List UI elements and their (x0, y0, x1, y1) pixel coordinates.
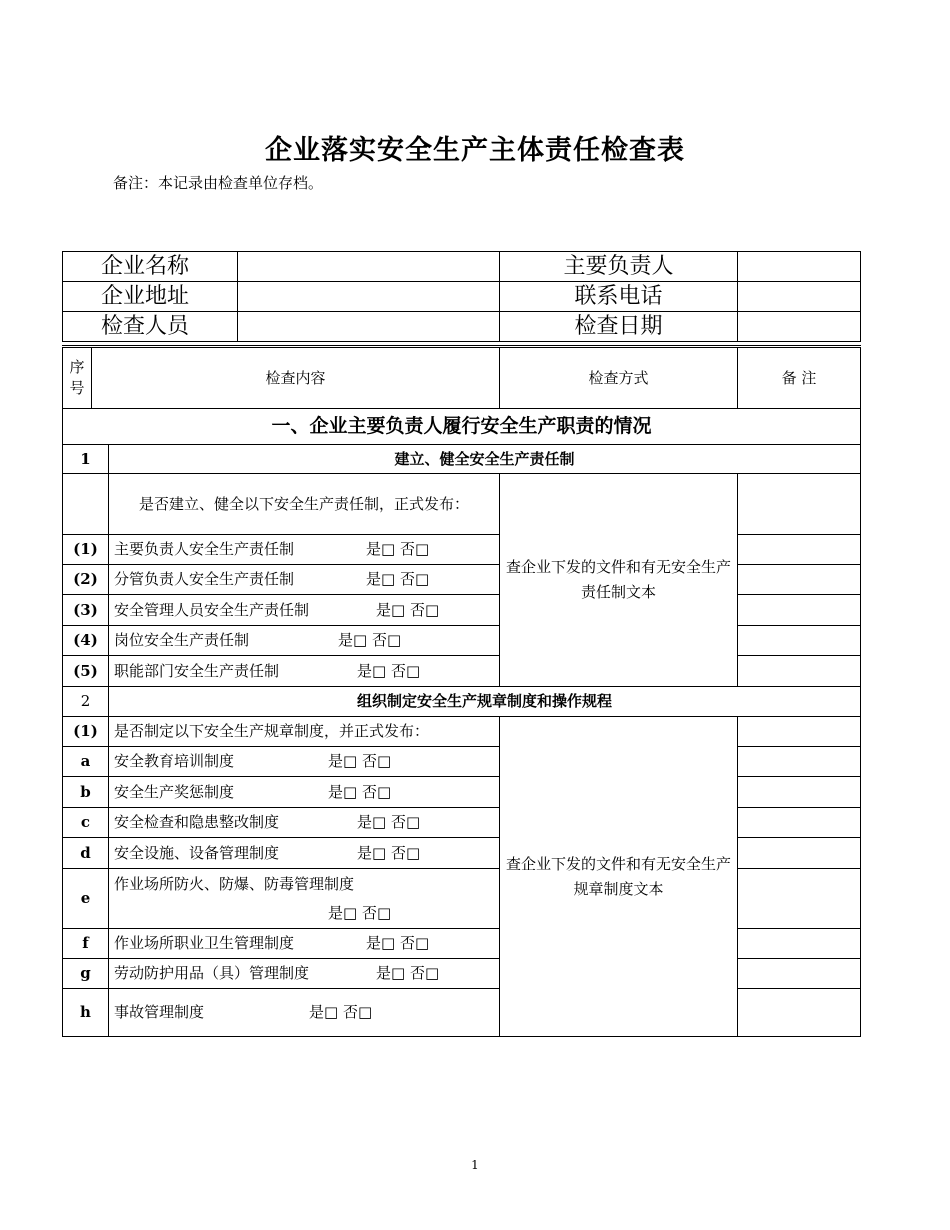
remark-cell[interactable] (738, 565, 861, 595)
item-number: c (63, 808, 109, 838)
item-text (109, 565, 500, 595)
item-number: (1) (63, 717, 109, 747)
item-label: 安全生产奖惩制度 (114, 782, 235, 801)
item-number: (4) (63, 626, 109, 656)
item-label: 作业场所职业卫生管理制度 (114, 934, 295, 952)
yes-no-checkbox[interactable]: 是□ 否□ (357, 813, 421, 831)
item-label: 事故管理制度 (114, 1003, 205, 1021)
item-text (109, 535, 500, 565)
table-row (63, 808, 861, 838)
remark-cell[interactable] (738, 869, 861, 929)
remark-cell[interactable] (738, 535, 861, 565)
item-number: d (63, 838, 109, 869)
table-row (63, 535, 861, 565)
info-row (63, 252, 861, 282)
remark-cell[interactable] (738, 989, 861, 1037)
item-text (109, 747, 500, 777)
remark-cell[interactable] (738, 656, 861, 687)
item-label: 劳动防护用品（具）管理制度 (114, 964, 310, 982)
inspector-field[interactable] (238, 312, 500, 342)
checklist-table (62, 345, 861, 1037)
group-2-method: 查企业下发的文件和有无安全生产规章制度文本 (500, 717, 738, 1037)
remark-cell[interactable] (738, 777, 861, 808)
seq-cell (63, 474, 109, 535)
header-seq (63, 347, 92, 409)
yes-no-checkbox[interactable]: 是□ 否□ (357, 843, 421, 862)
item-text (109, 626, 500, 656)
company-info-table (62, 251, 861, 342)
item-text (109, 869, 500, 929)
table-row (63, 747, 861, 777)
phone-field[interactable] (738, 282, 861, 312)
yes-no-checkbox[interactable]: 是□ 否□ (376, 600, 440, 619)
date-label: 检查日期 (500, 312, 738, 342)
yes-no-checkbox[interactable]: 是□ 否□ (366, 570, 430, 588)
address-field[interactable] (238, 282, 500, 312)
item-text (109, 838, 500, 869)
group-1-title: 建立、健全安全生产责任制 (109, 445, 861, 474)
table-row (63, 838, 861, 869)
remark-cell[interactable] (738, 595, 861, 626)
remark-cell[interactable] (738, 474, 861, 535)
item-number: (2) (63, 565, 109, 595)
table-row (63, 717, 861, 747)
main-person-field[interactable] (738, 252, 861, 282)
item-text (109, 595, 500, 626)
page-title: 企业落实安全生产主体责任检查表 (265, 135, 685, 166)
item-number: (1) (63, 535, 109, 565)
item-label: 岗位安全生产责任制 (114, 631, 250, 649)
yes-no-checkbox[interactable]: 是□ 否□ (366, 934, 430, 952)
item-text (109, 929, 500, 959)
item-text (109, 777, 500, 808)
item-label: 职能部门安全生产责任制 (114, 661, 280, 680)
item-number: (3) (63, 595, 109, 626)
yes-no-checkbox[interactable]: 是□ 否□ (376, 964, 440, 982)
phone-label: 联系电话 (500, 282, 738, 312)
main-person-label: 主要负责人 (500, 252, 738, 282)
group-1-intro: 是否建立、健全以下安全生产责任制，正式发布： (109, 474, 500, 535)
item-number: (5) (63, 656, 109, 687)
item-text (109, 989, 500, 1037)
header-content: 检查内容 (92, 347, 500, 409)
yes-no-checkbox[interactable]: 是□ 否□ (357, 661, 421, 680)
item-number: g (63, 959, 109, 989)
table-row (63, 989, 861, 1037)
item-label: 安全设施、设备管理制度 (114, 843, 280, 862)
header-remark: 备 注 (738, 347, 861, 409)
item-label: 作业场所防火、防爆、防毒管理制度 (114, 874, 355, 893)
table-row (63, 777, 861, 808)
item-number: e (63, 869, 109, 929)
header-seq-1: 序 (69, 358, 85, 376)
yes-no-checkbox[interactable]: 是□ 否□ (328, 752, 392, 770)
item-number: f (63, 929, 109, 959)
info-row (63, 312, 861, 342)
item-text (109, 959, 500, 989)
remark-cell[interactable] (738, 929, 861, 959)
header-seq-2: 号 (69, 379, 85, 397)
table-row (63, 869, 861, 929)
date-field[interactable] (738, 312, 861, 342)
section-row (63, 409, 861, 445)
item-label: 主要负责人安全生产责任制 (114, 540, 295, 558)
yes-no-checkbox[interactable]: 是□ 否□ (338, 631, 402, 649)
group-2-number: 2 (63, 687, 109, 717)
header-row (63, 347, 861, 409)
yes-no-checkbox[interactable]: 是□ 否□ (309, 1003, 373, 1021)
remark-cell[interactable] (738, 838, 861, 869)
address-label: 企业地址 (63, 282, 238, 312)
table-row (63, 656, 861, 687)
yes-no-checkbox[interactable]: 是□ 否□ (328, 903, 392, 922)
item-number: b (63, 777, 109, 808)
table-row (63, 595, 861, 626)
item-number: h (63, 989, 109, 1037)
remark-cell[interactable] (738, 717, 861, 747)
item-text (109, 808, 500, 838)
remark-cell[interactable] (738, 808, 861, 838)
yes-no-checkbox[interactable]: 是□ 否□ (328, 782, 392, 801)
company-name-field[interactable] (238, 252, 500, 282)
group-1-method: 查企业下发的文件和有无安全生产责任制文本 (500, 474, 738, 687)
header-method: 检查方式 (500, 347, 738, 409)
page-number: 1 (471, 1158, 479, 1172)
group-row (63, 445, 861, 474)
table-row (63, 626, 861, 656)
table-row (63, 959, 861, 989)
table-row (63, 929, 861, 959)
remark-cell[interactable] (738, 959, 861, 989)
remark-cell[interactable] (738, 626, 861, 656)
group-2-intro: 是否制定以下安全生产规章制度，并正式发布： (109, 717, 500, 747)
section-1-title: 一、企业主要负责人履行安全生产职责的情况 (63, 409, 861, 445)
yes-no-checkbox[interactable]: 是□ 否□ (366, 540, 430, 558)
archive-note: 备注：本记录由检查单位存档。 (113, 174, 324, 192)
item-label: 安全管理人员安全生产责任制 (114, 600, 310, 619)
item-label: 安全检查和隐患整改制度 (114, 813, 280, 831)
item-label: 安全教育培训制度 (114, 752, 235, 770)
group-2-title: 组织制定安全生产规章制度和操作规程 (109, 687, 861, 717)
item-number: a (63, 747, 109, 777)
company-name-label: 企业名称 (63, 252, 238, 282)
remark-cell[interactable] (738, 747, 861, 777)
inspector-label: 检查人员 (63, 312, 238, 342)
group-1-number: 1 (63, 445, 109, 474)
item-text (109, 656, 500, 687)
info-row (63, 282, 861, 312)
table-row (63, 565, 861, 595)
item-label: 分管负责人安全生产责任制 (114, 570, 295, 588)
group-row (63, 687, 861, 717)
table-row (63, 474, 861, 535)
